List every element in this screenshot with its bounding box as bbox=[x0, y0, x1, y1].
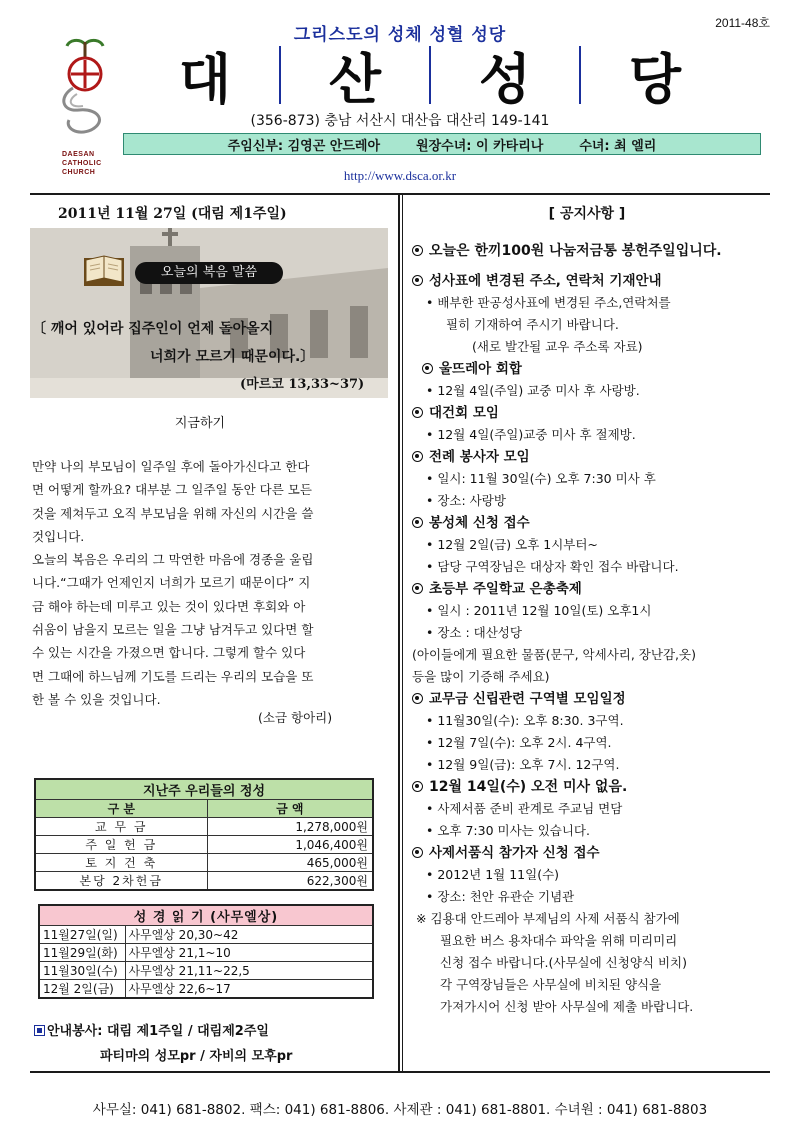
radio-bullet-icon bbox=[412, 245, 423, 256]
title-char: 당 bbox=[628, 47, 682, 111]
notice-line bbox=[412, 314, 772, 336]
notice-heading bbox=[412, 358, 772, 380]
radio-bullet-icon bbox=[412, 407, 423, 418]
notice-text: (아이들에게 필요한 물품(문구, 악세사리, 장난감,옷) bbox=[412, 647, 696, 662]
notice-text: 사제서품식 참가자 신청 접수 bbox=[429, 845, 600, 861]
notice-text: 12월 14일(수) 오전 미사 없음. bbox=[429, 779, 628, 795]
offering-label: 본당 2차헌금 bbox=[35, 872, 207, 891]
notice-text: • 12월 7일(수): 오후 2시. 4구역. bbox=[426, 735, 612, 750]
offering-label: 주 일 헌 금 bbox=[35, 836, 207, 854]
notice-text: • 12월 2일(금) 오후 1시부터~ bbox=[426, 537, 598, 552]
table-row bbox=[39, 980, 373, 999]
guide-line: 안내봉사: 대림 제1주일 / 대림제2주일 bbox=[47, 1024, 269, 1039]
notice-text: • 12월 4일(주일) 교중 미사 후 사랑방. bbox=[426, 383, 640, 398]
offering-label: 교 무 금 bbox=[35, 818, 207, 836]
gospel-quote: 너희가 모르기 때문이다.〕 bbox=[150, 349, 315, 365]
title-char: 대 bbox=[178, 47, 232, 111]
reading-title: 성 경 읽 기 (사무엘상) bbox=[39, 905, 373, 926]
notice-line bbox=[412, 336, 772, 358]
notice-line bbox=[412, 292, 772, 314]
notice-text: 등을 많이 기증해 주세요) bbox=[412, 669, 550, 684]
notice-line bbox=[412, 534, 772, 556]
notice-text: • 장소: 천안 유관순 기념관 bbox=[426, 889, 575, 904]
radio-bullet-icon bbox=[412, 781, 423, 792]
parish-title bbox=[150, 42, 710, 111]
notice-line bbox=[412, 732, 772, 754]
notice-heading bbox=[412, 512, 772, 534]
radio-bullet-icon bbox=[412, 517, 423, 528]
table-row bbox=[35, 836, 373, 854]
offering-amount: 1,278,000원 bbox=[207, 818, 373, 836]
guide-service bbox=[34, 1020, 269, 1039]
notice-list bbox=[412, 240, 772, 1018]
staff-bar bbox=[123, 133, 761, 155]
logo-text-line: CHURCH bbox=[62, 169, 96, 176]
article-title: 지금하기 bbox=[174, 416, 226, 431]
notice-line bbox=[412, 600, 772, 622]
article-line: 면 어떻게 할까요? 대부분 그 일주일 동안 다른 모든 bbox=[32, 482, 312, 498]
notice-line bbox=[412, 622, 772, 644]
staff-superior: 원장수녀: 이 카타리나 bbox=[416, 138, 544, 154]
notice-line bbox=[412, 754, 772, 776]
notice-text: • 장소 : 대산성당 bbox=[426, 625, 522, 640]
notice-text: 봉성체 신청 접수 bbox=[429, 515, 530, 531]
notice-text: • 일시: 11월 30일(수) 오후 7:30 미사 후 bbox=[426, 471, 656, 486]
reading-date: 12월 2일(금) bbox=[39, 980, 125, 999]
title-char: 성 bbox=[478, 47, 532, 111]
title-char: 산 bbox=[328, 47, 382, 111]
notice-text: • 오후 7:30 미사는 있습니다. bbox=[426, 823, 590, 838]
notice-line bbox=[412, 996, 772, 1018]
table-row bbox=[35, 818, 373, 836]
reading-passage: 사무엘상 21,11~22,5 bbox=[125, 962, 373, 980]
notice-text: • 2012년 1월 11일(수) bbox=[426, 867, 560, 882]
article-line: 것을 제쳐두고 오직 부모님을 위해 자신의 시간을 쓸 bbox=[32, 505, 314, 521]
title-divider bbox=[429, 46, 431, 104]
website-link[interactable]: http://www.dsca.or.kr bbox=[343, 168, 457, 183]
notice-line bbox=[412, 556, 772, 578]
notice-line bbox=[412, 468, 772, 490]
reading-passage: 사무엘상 20,30~42 bbox=[125, 926, 373, 944]
reading-passage: 사무엘상 22,6~17 bbox=[125, 980, 373, 999]
notice-heading bbox=[412, 240, 772, 262]
notice-text: 전례 봉사자 모임 bbox=[429, 449, 530, 465]
table-row bbox=[39, 962, 373, 980]
offering-table bbox=[34, 778, 374, 891]
table-row bbox=[35, 854, 373, 872]
notice-text: (새로 발간될 교우 주소록 자료) bbox=[472, 339, 643, 354]
contact-footer: 사무실: 041) 681-8802. 팩스: 041) 681-8806. 사제관 : 041) 681-8801. 수녀원 : 041) 681-8803 bbox=[92, 1102, 708, 1118]
parish-address: (356-873) 충남 서산시 대산읍 대산리 149-141 bbox=[250, 113, 550, 129]
reading-passage: 사무엘상 21,1~10 bbox=[125, 944, 373, 962]
radio-bullet-icon bbox=[412, 847, 423, 858]
notice-text: 교무금 신립관련 구역별 모임일정 bbox=[429, 691, 626, 707]
offering-amount: 1,046,400원 bbox=[207, 836, 373, 854]
notice-heading bbox=[412, 578, 772, 600]
offering-amount: 465,000원 bbox=[207, 854, 373, 872]
notice-heading bbox=[412, 842, 772, 864]
article-line: 면 그때에 하느님께 기도를 드리는 우리의 모습을 또 bbox=[32, 668, 314, 684]
table-row bbox=[35, 872, 373, 891]
article-line: 오늘의 복음은 우리의 그 막연한 마음에 경종을 울립 bbox=[32, 552, 314, 568]
radio-bullet-icon bbox=[412, 693, 423, 704]
notice-text: 성사표에 변경된 주소, 연락처 기재안내 bbox=[429, 273, 662, 289]
article-body bbox=[32, 455, 386, 711]
offering-amount: 622,300원 bbox=[207, 872, 373, 891]
gospel-reference: (마르코 13,33~37) bbox=[240, 377, 365, 392]
offering-label: 토 지 건 축 bbox=[35, 854, 207, 872]
reading-date: 11월30일(수) bbox=[39, 962, 125, 980]
radio-bullet-icon bbox=[412, 583, 423, 594]
gospel-quote: 〔 깨어 있어라 집주인이 언제 돌아올지 bbox=[32, 321, 274, 337]
article-line: 금 해야 하는데 미루고 있는 것이 있다면 후회와 아 bbox=[32, 598, 306, 614]
article-line: 쉬움이 남을지 모르는 일을 그냥 남겨두고 있다면 할 bbox=[32, 622, 314, 638]
notice-heading bbox=[412, 776, 772, 798]
notice-text: 각 구역장님들은 사무실에 비치된 양식을 bbox=[440, 977, 662, 992]
staff-sister: 수녀: 최 엘리 bbox=[579, 138, 657, 154]
notice-text: ※ 김용대 안드레아 부제님의 사제 서품식 참가에 bbox=[416, 911, 680, 926]
notice-line bbox=[412, 644, 772, 666]
article-line: 니다.“그때가 언제인지 너희가 모르기 때문이다” 지 bbox=[32, 575, 311, 591]
bible-icon bbox=[82, 250, 126, 290]
notice-line bbox=[412, 666, 772, 688]
notice-text: 대건회 모임 bbox=[429, 405, 499, 421]
square-bullet-icon bbox=[34, 1025, 45, 1036]
notice-text: 오늘은 한끼100원 나눔저금통 봉헌주일입니다. bbox=[429, 243, 722, 259]
column-divider bbox=[398, 195, 400, 1071]
notice-text: • 배부한 판공성사표에 변경된 주소,연락처를 bbox=[426, 295, 671, 310]
staff-pastor: 주임신부: 김영곤 안드레아 bbox=[227, 138, 381, 154]
notice-line bbox=[412, 710, 772, 732]
notice-text: 필요한 버스 용차대수 파악을 위해 미리미리 bbox=[440, 933, 678, 948]
notice-line bbox=[412, 886, 772, 908]
notice-text: • 담당 구역장님은 대상자 확인 접수 바랍니다. bbox=[426, 559, 679, 574]
notice-line bbox=[412, 952, 772, 974]
offering-title: 지난주 우리들의 정성 bbox=[35, 779, 373, 800]
notice-heading bbox=[412, 270, 772, 292]
notice-line bbox=[412, 424, 772, 446]
notice-text: • 사제서품 준비 관계로 주교님 면담 bbox=[426, 801, 623, 816]
gospel-label: 오늘의 복음 말씀 bbox=[135, 262, 283, 284]
notice-heading bbox=[412, 446, 772, 468]
bible-reading-table bbox=[38, 904, 374, 999]
radio-bullet-icon bbox=[412, 275, 423, 286]
reading-date: 11월29일(화) bbox=[39, 944, 125, 962]
notice-line bbox=[412, 930, 772, 952]
parish-subtitle: 그리스도의 성체 성혈 성당 bbox=[293, 25, 507, 45]
bulletin-date: 2011년 11월 27일 (대림 제1주일) bbox=[58, 206, 287, 222]
table-row bbox=[39, 944, 373, 962]
radio-bullet-icon bbox=[412, 451, 423, 462]
notice-line bbox=[412, 798, 772, 820]
article-line: 만약 나의 부모님이 일주일 후에 돌아가신다고 한다 bbox=[32, 459, 310, 474]
article-author: (소금 항아리) bbox=[258, 710, 333, 725]
notice-text: 신청 접수 바랍니다.(사무실에 신청양식 비치) bbox=[440, 955, 687, 970]
notice-heading bbox=[412, 688, 772, 710]
offering-col-category: 구 분 bbox=[35, 800, 207, 818]
table-row bbox=[39, 926, 373, 944]
offering-col-amount: 금 액 bbox=[207, 800, 373, 818]
notice-text: • 일시 : 2011년 12월 10일(토) 오후1시 bbox=[426, 603, 652, 618]
footer-divider bbox=[30, 1071, 770, 1073]
logo-text-line: CATHOLIC bbox=[62, 160, 102, 167]
notice-heading bbox=[412, 402, 772, 424]
notice-text: 울뜨레아 회합 bbox=[439, 361, 522, 377]
notice-line bbox=[412, 820, 772, 842]
article-line: 것입니다. bbox=[32, 528, 85, 544]
notice-text: • 11월30일(수): 오후 8:30. 3구역. bbox=[426, 713, 624, 728]
notice-text: • 12월 4일(주일)교중 미사 후 절제방. bbox=[426, 427, 636, 442]
radio-bullet-icon bbox=[422, 363, 433, 374]
title-divider bbox=[579, 46, 581, 104]
notice-text: 필히 기재하여 주시기 바랍니다. bbox=[446, 317, 619, 332]
notice-line bbox=[412, 864, 772, 886]
issue-number: 2011-48호 bbox=[715, 16, 770, 30]
notice-line bbox=[412, 380, 772, 402]
notice-text: 가져가시어 신청 받아 사무실에 제출 바랍니다. bbox=[440, 999, 694, 1014]
article-line: 한 볼 수 있을 것입니다. bbox=[32, 691, 161, 707]
notice-line bbox=[412, 908, 772, 930]
article-line: 수 있는 시간을 가졌으면 합니다. 그렇게 할수 있다 bbox=[32, 645, 306, 661]
title-divider bbox=[279, 46, 281, 104]
notice-title: [ 공지사항 ] bbox=[548, 206, 626, 222]
notice-gap bbox=[412, 262, 772, 270]
notice-text: • 12월 9일(금): 오후 7시. 12구역. bbox=[426, 757, 620, 772]
notice-line bbox=[412, 974, 772, 996]
notice-text: • 장소: 사랑방 bbox=[426, 493, 506, 508]
church-logo-icon bbox=[55, 36, 115, 148]
logo-text-line: DAESAN bbox=[62, 151, 95, 158]
column-divider bbox=[402, 195, 403, 1071]
guide-groups: 파티마의 성모pr / 자비의 모후pr bbox=[100, 1049, 293, 1064]
reading-date: 11월27일(일) bbox=[39, 926, 125, 944]
notice-line bbox=[412, 490, 772, 512]
notice-text: 초등부 주일학교 은총축제 bbox=[429, 581, 582, 597]
